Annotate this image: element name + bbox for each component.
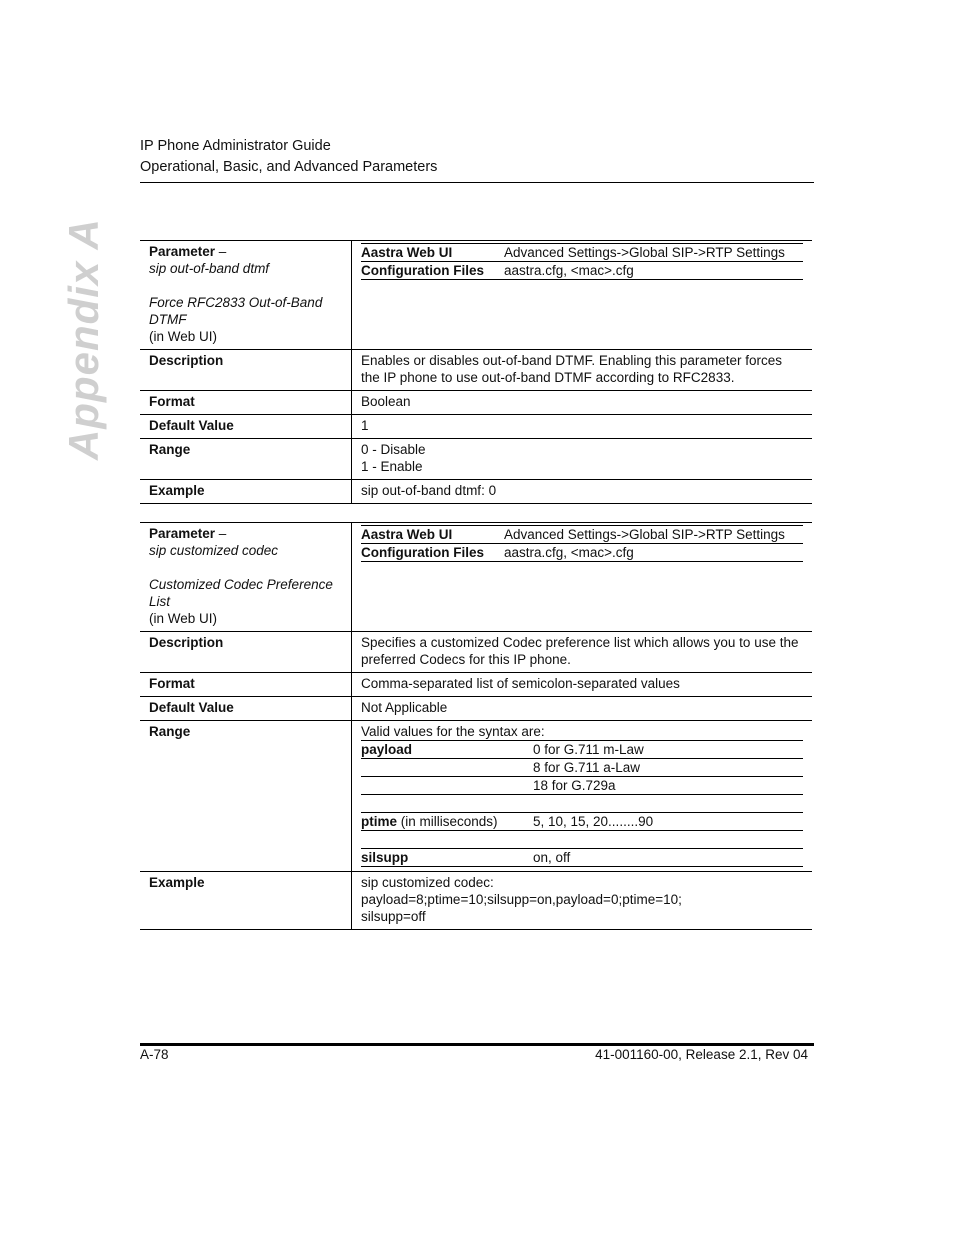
webui-name: Force RFC2833 Out-of-Band DTMF: [149, 295, 323, 327]
example-value: [352, 872, 813, 930]
format-label: Format: [140, 673, 352, 697]
table-row: [140, 241, 812, 350]
default-label: Default Value: [140, 697, 352, 721]
webui-note: (in Web UI): [149, 611, 218, 626]
location-cell: [352, 241, 813, 350]
page-header: [140, 136, 814, 178]
aastra-value: Advanced Settings->Global SIP->RTP Settings: [504, 527, 785, 542]
aastra-label: Aastra Web UI: [361, 245, 453, 260]
range-value: [352, 439, 813, 480]
parameter-name: sip out-of-band dtmf: [149, 261, 270, 276]
table-row: [140, 415, 812, 439]
format-label: Format: [140, 391, 352, 415]
ptime-value: 5, 10, 15, 20........90: [533, 814, 654, 829]
table-row: [140, 350, 812, 391]
range-line: 0 - Disable: [361, 442, 426, 457]
aastra-value: Advanced Settings->Global SIP->RTP Settings: [504, 245, 785, 260]
parameter-dash: –: [215, 244, 227, 259]
example-line: silsupp=off: [361, 909, 426, 924]
table-row: [140, 721, 812, 872]
parameter-table-customized-codec: [140, 522, 812, 930]
ptime-note: (in milliseconds): [397, 814, 498, 829]
webui-note: (in Web UI): [149, 329, 218, 344]
description-label: Description: [140, 350, 352, 391]
range-line: 1 - Enable: [361, 459, 423, 474]
location-cell: [352, 523, 813, 632]
payload-value: 0 for G.711 m-Law: [533, 742, 644, 757]
example-line: payload=8;ptime=10;silsupp=on,payload=0;ptime=10;: [361, 892, 682, 907]
parameter-label: Parameter: [149, 244, 216, 259]
document-id: 41-001160-00, Release 2.1, Rev 04: [595, 1047, 808, 1062]
config-value: aastra.cfg, <mac>.cfg: [504, 263, 634, 278]
table-row: [140, 439, 812, 480]
table-row: [140, 872, 812, 930]
silsupp-value: on, off: [533, 850, 571, 865]
parameter-cell: [140, 523, 352, 632]
default-value: Not Applicable: [361, 700, 448, 715]
config-label: Configuration Files: [361, 263, 484, 278]
table-row: [140, 480, 812, 504]
example-line: sip customized codec:: [361, 875, 494, 890]
parameter-table-out-of-band-dtmf: [140, 240, 812, 504]
example-label: Example: [140, 480, 352, 504]
description-label: Description: [140, 632, 352, 673]
default-label: Default Value: [140, 415, 352, 439]
page-number: A-78: [140, 1047, 169, 1062]
config-value: aastra.cfg, <mac>.cfg: [504, 545, 634, 560]
range-value: [352, 721, 813, 872]
range-syntax-table: [361, 740, 803, 867]
description-value: Enables or disables out-of-band DTMF. Enabling this parameter forces the IP phone to use out-of-band DTMF according to RFC2833.: [361, 353, 782, 385]
table-row: [140, 632, 812, 673]
webui-name: Customized Codec Preference List: [149, 577, 333, 609]
parameter-dash: –: [215, 526, 227, 541]
payload-value: 18 for G.729a: [533, 778, 616, 793]
header-divider: [140, 182, 814, 183]
parameter-cell: [140, 241, 352, 350]
aastra-label: Aastra Web UI: [361, 527, 453, 542]
ptime-label: ptime: [361, 814, 398, 829]
description-value: Specifies a customized Codec preference list which allows you to use the preferred Codecs for this IP phone.: [361, 635, 799, 667]
example-value: sip out-of-band dtmf: 0: [361, 483, 497, 498]
table-row: [140, 523, 812, 632]
default-value: 1: [361, 418, 369, 433]
appendix-side-label: Appendix A: [60, 218, 107, 460]
silsupp-label: silsupp: [361, 850, 409, 865]
format-value: Comma-separated list of semicolon-separated values: [361, 676, 680, 691]
table-row: [140, 391, 812, 415]
footer-divider: [140, 1043, 814, 1046]
header-subtitle: Operational, Basic, and Advanced Parameters: [140, 159, 438, 175]
range-label: Range: [140, 721, 352, 872]
format-value: Boolean: [361, 394, 411, 409]
header-title: IP Phone Administrator Guide: [140, 138, 331, 154]
config-label: Configuration Files: [361, 545, 484, 560]
parameter-label: Parameter: [149, 526, 216, 541]
payload-label: payload: [361, 742, 413, 757]
table-row: [140, 697, 812, 721]
table-row: [140, 673, 812, 697]
payload-value: 8 for G.711 a-Law: [533, 760, 641, 775]
parameter-name: sip customized codec: [149, 543, 279, 558]
range-intro: Valid values for the syntax are:: [361, 724, 545, 739]
example-label: Example: [140, 872, 352, 930]
range-label: Range: [140, 439, 352, 480]
